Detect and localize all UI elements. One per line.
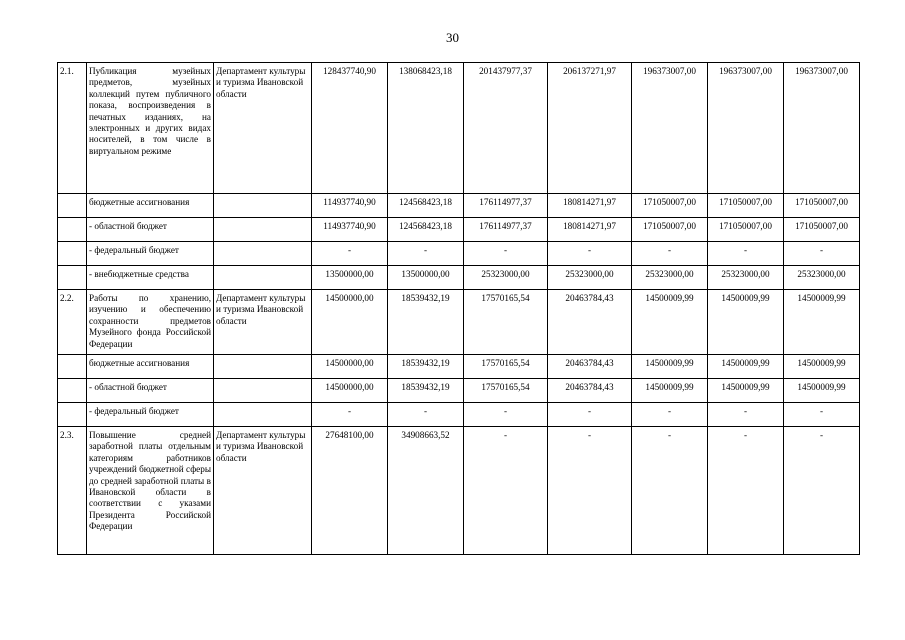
- amount-cell: 18539432,19: [388, 290, 464, 355]
- row-index: 2.3.: [58, 427, 87, 555]
- row-executor: [214, 218, 312, 242]
- table-body: [58, 63, 860, 555]
- table-row-funding: [58, 218, 860, 242]
- row-executor: Департамент культуры и туризма Ивановской области: [214, 290, 312, 355]
- amount-cell: 25323000,00: [464, 266, 548, 290]
- amount-cell: 176114977,37: [464, 218, 548, 242]
- amount-cell: 14500009,99: [632, 379, 708, 403]
- row-name: Повышение средней заработной платы отдельным категориям работников учреждений бюджетной сферы до средней заработной платы в Ивановской области в соответствии с указами Президента Российской Федерации: [87, 427, 214, 555]
- amount-cell: -: [464, 427, 548, 555]
- amount-cell: -: [312, 403, 388, 427]
- amount-cell: 114937740,90: [312, 218, 388, 242]
- amount-cell: 20463784,43: [548, 355, 632, 379]
- row-name: - федеральный бюджет: [87, 242, 214, 266]
- row-index: 2.2.: [58, 290, 87, 355]
- amount-cell: 128437740,90: [312, 63, 388, 194]
- row-executor: Департамент культуры и туризма Ивановской области: [214, 427, 312, 555]
- row-executor: Департамент культуры и туризма Ивановской области: [214, 63, 312, 194]
- amount-cell: 171050007,00: [784, 218, 860, 242]
- amount-cell: 124568423,18: [388, 218, 464, 242]
- amount-cell: 201437977,37: [464, 63, 548, 194]
- row-executor: [214, 194, 312, 218]
- page-number: 30: [446, 30, 459, 45]
- row-index: [58, 242, 87, 266]
- amount-cell: -: [548, 403, 632, 427]
- table-row-funding: [58, 379, 860, 403]
- amount-cell: 14500000,00: [312, 355, 388, 379]
- table-row-item: [58, 63, 860, 194]
- row-name: Публикация музейных предметов, музейных коллекций путем публичного показа, воспроизведения в печатных изданиях, на электронных и других видах носителей, в том числе в виртуальном режиме: [87, 63, 214, 194]
- row-index: 2.1.: [58, 63, 87, 194]
- amount-cell: 180814271,97: [548, 194, 632, 218]
- amount-cell: -: [548, 242, 632, 266]
- amount-cell: -: [312, 242, 388, 266]
- amount-cell: 13500000,00: [388, 266, 464, 290]
- amount-cell: 17570165,54: [464, 290, 548, 355]
- row-index: [58, 218, 87, 242]
- row-index: [58, 379, 87, 403]
- amount-cell: 196373007,00: [784, 63, 860, 194]
- amount-cell: 20463784,43: [548, 379, 632, 403]
- amount-cell: 25323000,00: [632, 266, 708, 290]
- row-index: [58, 194, 87, 218]
- row-index: [58, 266, 87, 290]
- amount-cell: -: [388, 242, 464, 266]
- amount-cell: 18539432,19: [388, 355, 464, 379]
- amount-cell: 17570165,54: [464, 379, 548, 403]
- row-executor: [214, 266, 312, 290]
- row-name: - федеральный бюджет: [87, 403, 214, 427]
- amount-cell: 171050007,00: [708, 194, 784, 218]
- amount-cell: -: [632, 403, 708, 427]
- amount-cell: 171050007,00: [708, 218, 784, 242]
- amount-cell: 14500009,99: [632, 290, 708, 355]
- row-executor: [214, 355, 312, 379]
- amount-cell: -: [632, 427, 708, 555]
- amount-cell: 171050007,00: [632, 194, 708, 218]
- amount-cell: -: [708, 403, 784, 427]
- amount-cell: 14500009,99: [784, 290, 860, 355]
- amount-cell: 14500009,99: [708, 379, 784, 403]
- table-row-funding: [58, 355, 860, 379]
- row-index: [58, 403, 87, 427]
- amount-cell: -: [708, 427, 784, 555]
- amount-cell: 25323000,00: [548, 266, 632, 290]
- amount-cell: 14500000,00: [312, 379, 388, 403]
- amount-cell: 27648100,00: [312, 427, 388, 555]
- amount-cell: -: [784, 427, 860, 555]
- amount-cell: 14500009,99: [632, 355, 708, 379]
- amount-cell: 14500009,99: [784, 355, 860, 379]
- row-name: - областной бюджет: [87, 379, 214, 403]
- amount-cell: 25323000,00: [708, 266, 784, 290]
- amount-cell: 14500009,99: [708, 355, 784, 379]
- row-executor: [214, 379, 312, 403]
- amount-cell: 34908663,52: [388, 427, 464, 555]
- row-name: - областной бюджет: [87, 218, 214, 242]
- amount-cell: -: [708, 242, 784, 266]
- table-row-funding: [58, 403, 860, 427]
- row-name: - внебюджетные средства: [87, 266, 214, 290]
- amount-cell: 25323000,00: [784, 266, 860, 290]
- amount-cell: 171050007,00: [632, 218, 708, 242]
- amount-cell: 14500009,99: [784, 379, 860, 403]
- amount-cell: 171050007,00: [784, 194, 860, 218]
- amount-cell: 196373007,00: [708, 63, 784, 194]
- amount-cell: -: [464, 242, 548, 266]
- amount-cell: 20463784,43: [548, 290, 632, 355]
- amount-cell: 176114977,37: [464, 194, 548, 218]
- amount-cell: 206137271,97: [548, 63, 632, 194]
- row-name: бюджетные ассигнования: [87, 355, 214, 379]
- amount-cell: -: [388, 403, 464, 427]
- row-executor: [214, 242, 312, 266]
- amount-cell: -: [464, 403, 548, 427]
- table-row-funding: [58, 266, 860, 290]
- amount-cell: 13500000,00: [312, 266, 388, 290]
- amount-cell: 18539432,19: [388, 379, 464, 403]
- amount-cell: 14500000,00: [312, 290, 388, 355]
- table-row-item: [58, 427, 860, 555]
- amount-cell: 114937740,90: [312, 194, 388, 218]
- row-index: [58, 355, 87, 379]
- row-name: бюджетные ассигнования: [87, 194, 214, 218]
- budget-table: [57, 62, 860, 555]
- table-row-funding: [58, 242, 860, 266]
- amount-cell: 124568423,18: [388, 194, 464, 218]
- amount-cell: 196373007,00: [632, 63, 708, 194]
- amount-cell: -: [632, 242, 708, 266]
- amount-cell: -: [784, 403, 860, 427]
- amount-cell: 138068423,18: [388, 63, 464, 194]
- table-row-funding: [58, 194, 860, 218]
- amount-cell: -: [548, 427, 632, 555]
- amount-cell: 14500009,99: [708, 290, 784, 355]
- amount-cell: -: [784, 242, 860, 266]
- amount-cell: 180814271,97: [548, 218, 632, 242]
- amount-cell: 17570165,54: [464, 355, 548, 379]
- table-row-item: [58, 290, 860, 355]
- row-executor: [214, 403, 312, 427]
- row-name: Работы по хранению, изучению и обеспечению сохранности предметов Музейного фонда Российской Федерации: [87, 290, 214, 355]
